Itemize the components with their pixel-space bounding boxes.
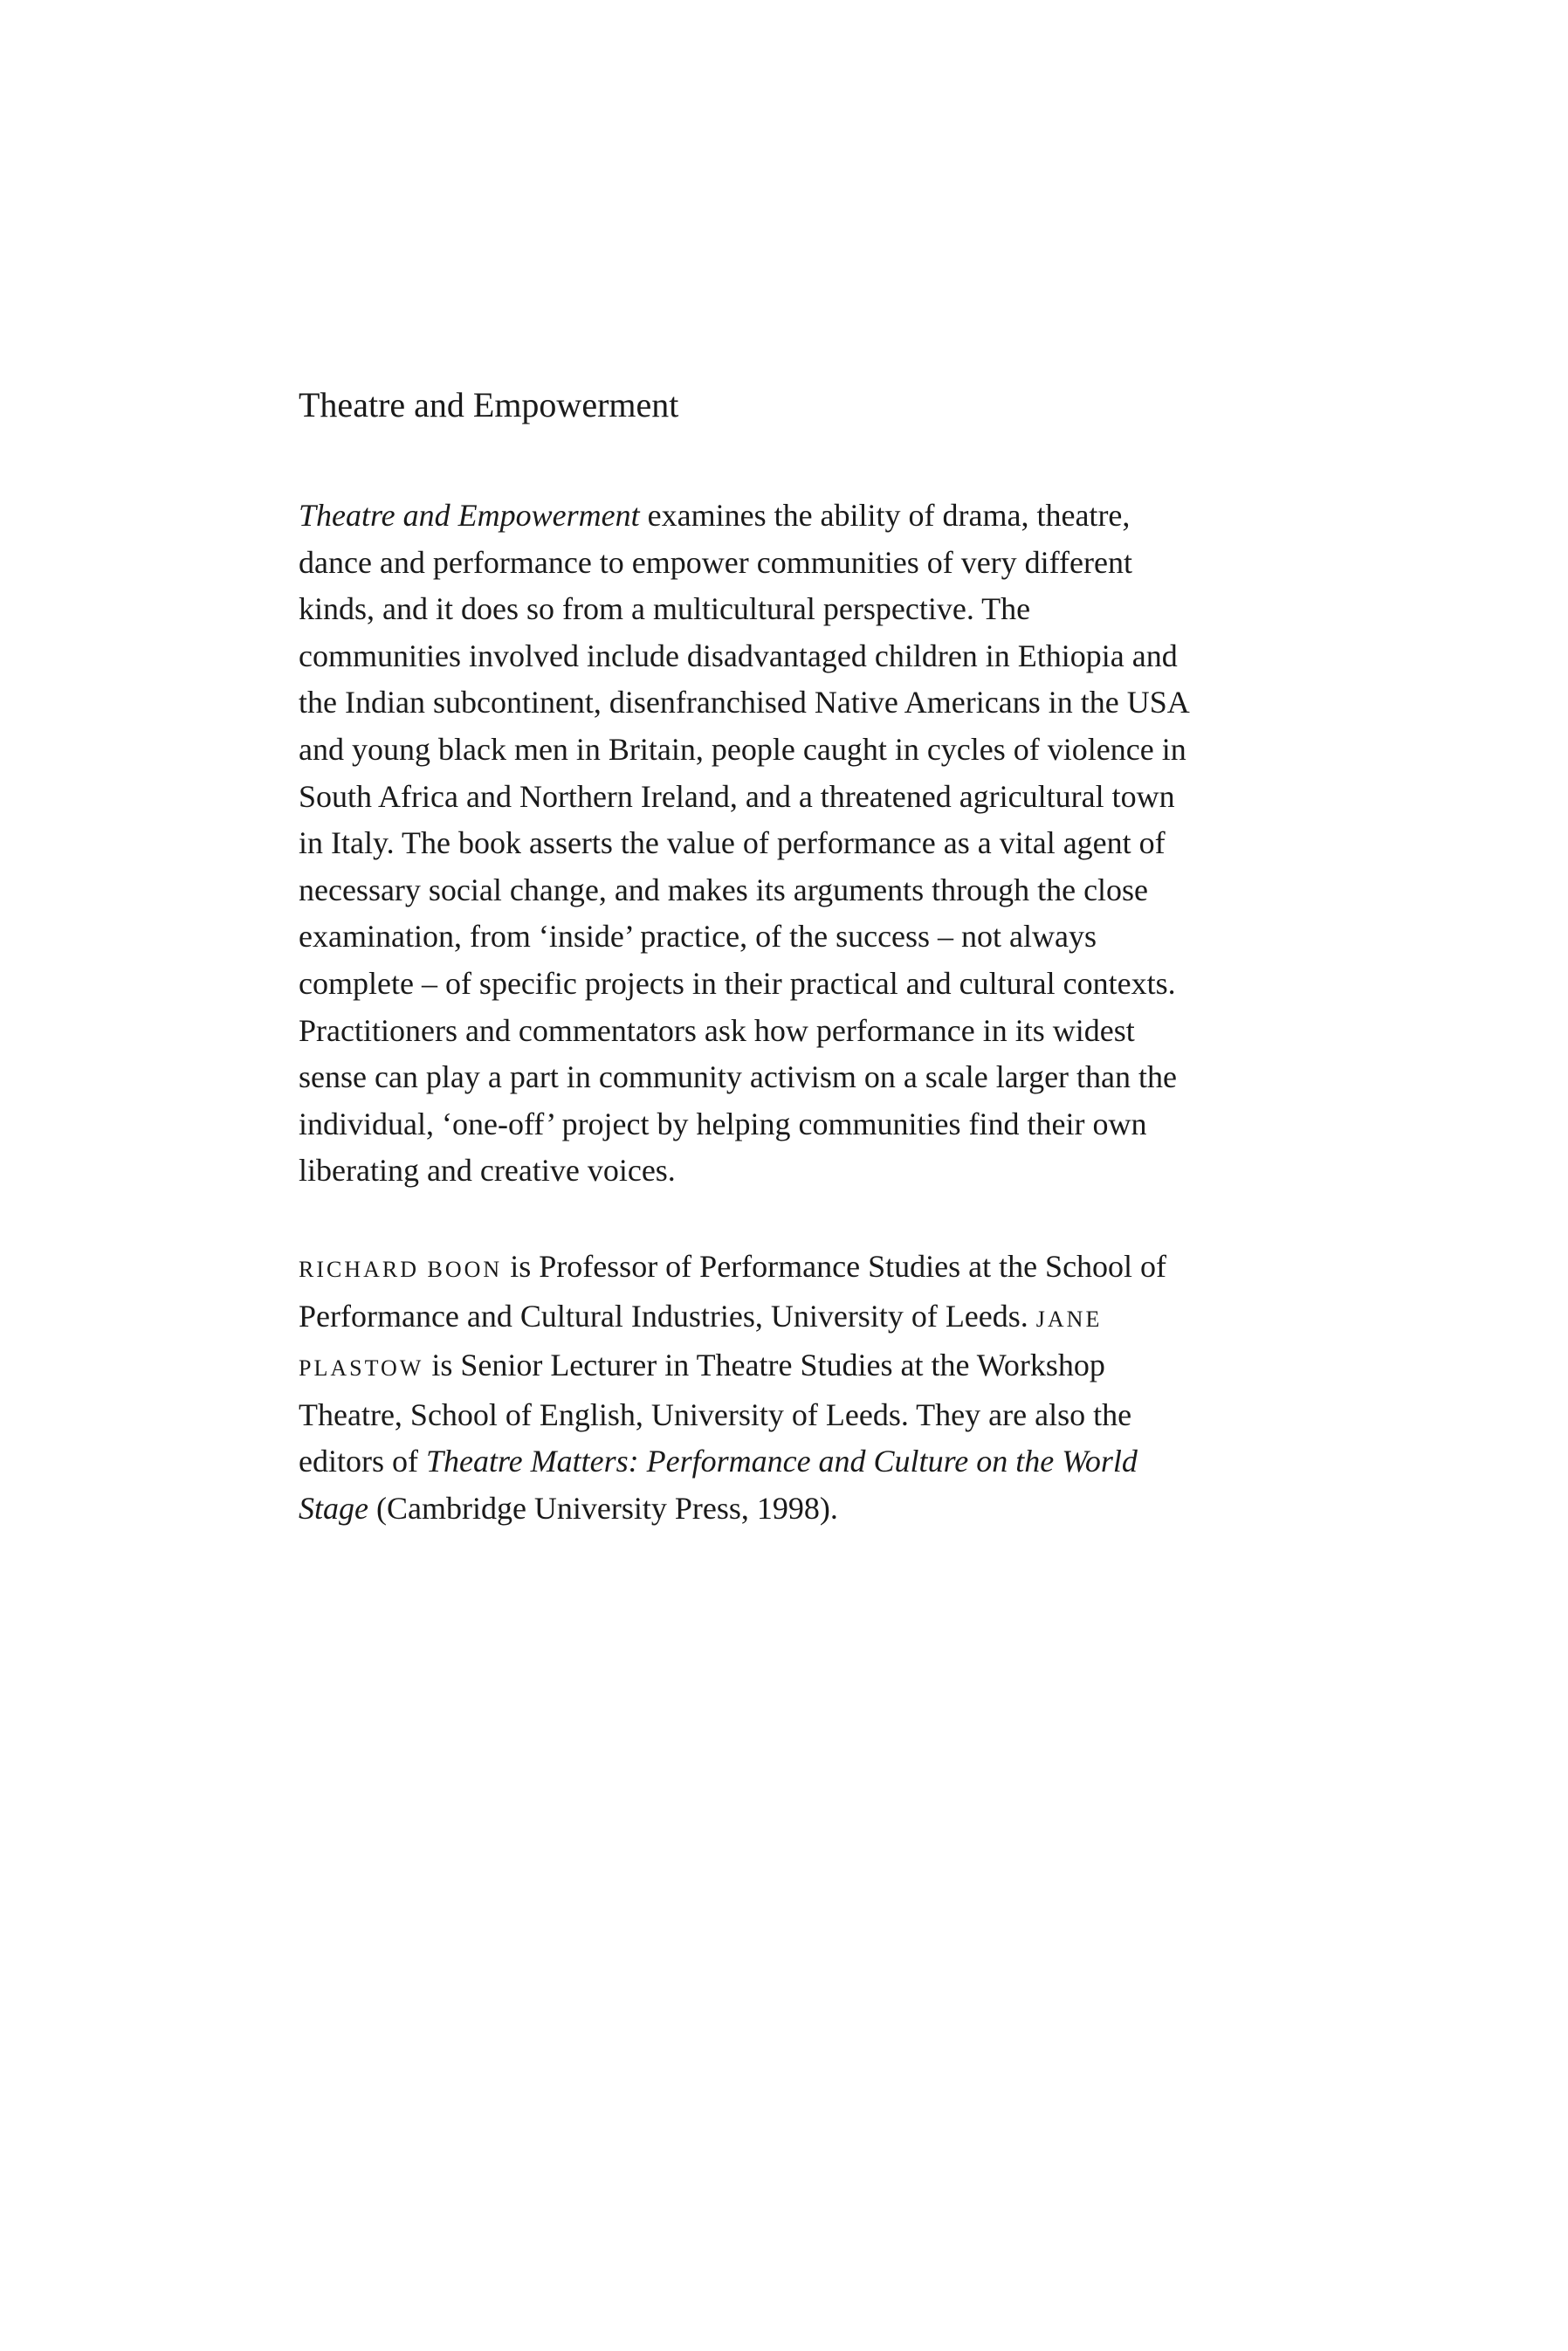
bio-text: (Cambridge University Press, 1998). — [368, 1490, 838, 1526]
description-line: kinds, and it does so from a multicultural perspective. The — [299, 591, 1031, 627]
description-line: in Italy. The book asserts the value of performance as a vital agent of — [299, 825, 1166, 861]
bio-text: is Senior Lecturer in Theatre Studies at the Workshop — [423, 1348, 1105, 1383]
bio-text: editors of — [299, 1444, 426, 1479]
author-name: PLASTOW — [299, 1355, 424, 1382]
bio-text: is Professor of Performance Studies at the School of — [502, 1249, 1167, 1284]
description-line: and young black men in Britain, people caught in cycles of violence in — [299, 731, 1186, 767]
description-line: liberating and creative voices. — [299, 1153, 676, 1189]
book-title-italic: Stage — [299, 1490, 368, 1526]
book-title-italic: Theatre and Empowerment — [299, 498, 640, 533]
bio-line — [299, 1486, 1285, 1533]
description-line: complete – of specific projects in their practical and cultural contexts. — [299, 965, 1176, 1001]
description-line: dance and performance to empower communities of very different — [299, 544, 1132, 580]
description-line: South Africa and Northern Ireland, and a threatened agricultural town — [299, 778, 1175, 814]
bio-line: Theatre, School of English, University of Leeds. They are also the — [299, 1396, 1132, 1432]
description-text: examines the ability of drama, theatre, — [639, 498, 1131, 533]
author-bio-paragraph — [299, 1244, 1285, 1533]
bio-line — [299, 1438, 1285, 1486]
author-name: JANE — [1035, 1306, 1103, 1332]
description-line: examination, from ‘inside’ practice, of the success – not always — [299, 919, 1097, 955]
description-line: the Indian subcontinent, disenfranchised Native Americans in the USA — [299, 685, 1190, 720]
description-line: individual, ‘one-off’ project by helping communities find their own — [299, 1106, 1147, 1141]
book-title-italic: Theatre Matters: Performance and Culture on the World — [425, 1444, 1138, 1479]
description-line: communities involved include disadvantaged children in Ethiopia and — [299, 638, 1178, 673]
bio-line — [299, 1244, 1285, 1293]
page-title: Theatre and Empowerment — [299, 385, 679, 424]
bio-line — [299, 1293, 1285, 1343]
bio-text: Performance and Cultural Industries, University of Leeds. — [299, 1298, 1036, 1334]
description-line: necessary social change, and makes its arguments through the close — [299, 872, 1149, 907]
description-line: Practitioners and commentators ask how performance in its widest — [299, 1012, 1135, 1048]
description-line: sense can play a part in community activism on a scale larger than the — [299, 1059, 1177, 1095]
bio-line — [299, 1342, 1285, 1392]
description-paragraph — [299, 493, 1285, 1195]
description-line — [299, 493, 1285, 540]
author-name: RICHARD BOON — [299, 1257, 503, 1282]
